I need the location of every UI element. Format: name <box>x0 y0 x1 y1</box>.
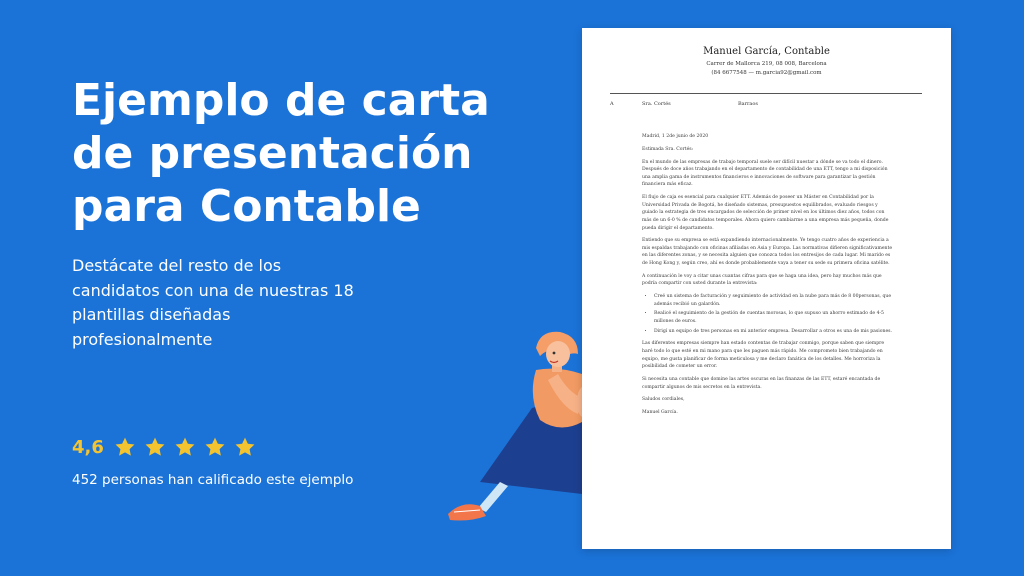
doc-recipient-label: A <box>610 101 614 107</box>
star-icon <box>174 436 196 458</box>
doc-bullet: • Creé un sistema de facturación y seguimiento de actividad en la nube para más de 8 00personas, que además recibió un galardón. <box>654 293 894 308</box>
rating-count: 452 personas han calificado este ejemplo <box>72 472 354 488</box>
doc-bullet: • Dirigí un equipo de tres personas en mi anterior empresa. Desarrollar a otros es una de mis pasiones. <box>654 328 894 336</box>
star-icon <box>234 436 256 458</box>
leg-shape <box>478 482 508 512</box>
rating-value: 4,6 <box>72 436 104 458</box>
doc-sender-name: Manuel García, Contable <box>703 46 830 57</box>
cover-letter-preview <box>582 28 951 549</box>
star-icon <box>114 436 136 458</box>
page-subtitle: Destácate del resto de los candidatos con una de nuestras 18 plantillas diseñadas profesionalmente <box>72 256 354 349</box>
doc-greeting: Estimada Sra. Cortés: <box>642 146 694 152</box>
doc-signature: Manuel García. <box>642 410 678 416</box>
doc-recipient-city: Barraos <box>738 101 758 107</box>
doc-paragraph: Las diferentes empresas siempre han estado contentas de trabajar conmigo, porque saben que siempre haré todo lo que esté en mi mano para que les paguen más rápido. Me comprometo bien trabajando en equipo, me gusta planificar de forma meticulosa y me declaro fanática de los detalles. Me horroriza la posibilidad de cometer un error. <box>642 341 885 370</box>
woman-illustration <box>440 322 600 527</box>
rating-row <box>72 436 256 458</box>
doc-paragraph: El flujo de caja es esencial para cualquier ETT. Además de poseer un Máster en Contabilidad por la Universidad Privada de Bogotá, he diseñado sistemas, presupuestos equilibrados, evaluado riesgos y guiado la estrategia de tres encargados de selección de primer nivel en los últimos diez años, todos con más de un 6-0 % de candidatos temporales. Ahora quiero cambiarme a una empresa más pequeña, donde pueda dirigir el departamento. <box>642 195 889 231</box>
doc-sender-contact: (84 6677548 — m.garcia92@gmail.com <box>711 70 822 76</box>
doc-date: Madrid, 1 2de junio de 2020 <box>642 134 709 139</box>
face-shape <box>546 341 570 367</box>
page-title: Ejemplo de carta de presentación para Contable <box>72 75 490 232</box>
rating-stars <box>114 436 256 458</box>
doc-bullet: • Realicé el seguimiento de la gestión de cuentas morosas, lo que supuso un ahorro estimado de 4-5 millones de euros. <box>654 310 894 325</box>
doc-divider <box>610 93 922 94</box>
doc-paragraph: A continuación le voy a citar unas cuantas cifras para que se haga una idea, pero hay muchos más que podría compartir con usted durante la entrevista: <box>642 273 882 287</box>
doc-paragraph: Entiendo que su empresa se está expandiendo internacionalmente. Ye tengo cuatro años de experiencia a mis espaldas trabajando con oficinas afiliadas en Asia y Europa. Las normativas difieren significativamente en las diferentes zonas, y se necesita alguien que conozca todos los entresijos de cada lugar. Mi marido es de Hong Kong y, según creo, ahí es donde probablemente vaya a tener su sede su primera oficina satélite. <box>642 238 893 267</box>
eye-shape <box>553 352 556 355</box>
star-icon <box>144 436 166 458</box>
doc-recipient-name: Sra. Cortés <box>642 101 671 107</box>
star-icon <box>204 436 226 458</box>
shoe-shape <box>448 504 486 520</box>
doc-paragraph: Si necesita una contable que domine las artes oscuras en las finanzas de las ETT, estaré encantada de compartir algunos de mis secretos en la entrevista. <box>642 376 881 390</box>
doc-bullet-list <box>642 293 894 335</box>
doc-sender-address: Carrer de Mallorca 219, 08 008, Barcelona <box>706 61 827 67</box>
doc-body <box>642 133 894 422</box>
doc-paragraph: En el mundo de las empresas de trabajo temporal suele ser difícil nuestar a dónde se va todo el dinero. Después de doce años trabajando en el departamento de contabilidad de una ETT, tengo a mi disposición una amplia gama de instrumentos financieros e innovaciones de software para garantizar la gestión financiera más eficaz. <box>642 159 888 188</box>
doc-signoff: Saludos cordiales, <box>642 397 685 403</box>
